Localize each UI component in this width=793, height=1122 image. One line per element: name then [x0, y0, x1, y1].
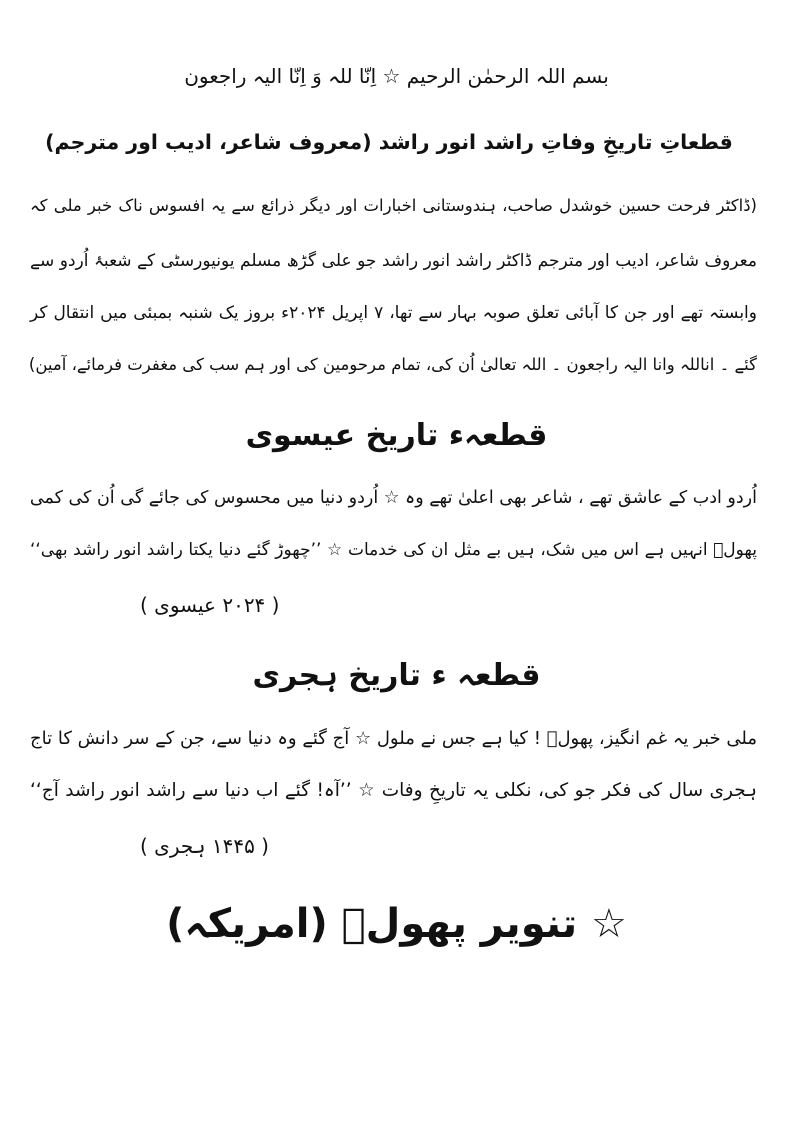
- hijri-verse-line-2: ہجری سال کی فکر جو کی، نکلی یہ تاریخِ وفات ☆ ’’آہ! گئے اب دنیا سے راشد انور راشد آج‘‘: [30, 780, 757, 801]
- intro-line-2: معروف شاعر، ادیب اور مترجم ڈاکٹر راشد انور راشد جو علی گڑھ مسلم یونیورسٹی کے شعبۂ اُردو سے: [30, 251, 757, 271]
- hijri-year-label: ( ۱۴۴۵ ہجری ): [140, 834, 269, 858]
- isvi-heading: قطعہء تاریخ عیسوی: [245, 418, 548, 453]
- intro-line-1: (ڈاکٹر فرحت حسین خوشدل صاحب، ہندوستانی اخبارات اور دیگر ذرائع سے یہ افسوس ناک خبر ملی کہ: [30, 196, 757, 215]
- isvi-year-label: ( ۲۰۲۴ عیسوی ): [140, 593, 280, 617]
- hijri-heading: قطعہ ء تاریخ ہجری: [252, 658, 541, 693]
- isvi-verse-line-1: اُردو ادب کے عاشق تھے ، شاعر بھی اعلیٰ تھے وہ ☆ اُردو دنیا میں محسوس کی جائے گی اُن کی کمی: [29, 488, 757, 508]
- intro-line-3: وابستہ تھے اور جن کا آبائی تعلق صوبہ بہار سے تھا، ۷ اپریل ۲۰۲۴ء بروز یک شنبہ بمبئی میں انتقال کر: [30, 303, 757, 323]
- bismillah-header: بسم اللہ الرحمٰن الرحیم ☆ اِنّا للہ وَ اِنّا الیہ راجعون: [184, 64, 609, 88]
- isvi-verse-line-2: پھولؔ انہیں ہے اس میں شک، ہیں بے مثل ان کی خدمات ☆ ’’چھوڑ گئے دنیا یکتا راشد انور راشد بھی‘‘: [30, 540, 757, 560]
- page-title: قطعاتِ تاریخِ وفاتِ راشد انور راشد (معروف شاعر، ادیب اور مترجم): [45, 130, 733, 154]
- intro-line-4: گئے ۔ اناللہ وانا الیہ راجعون ۔ اللہ تعالیٰ اُن کی، تمام مرحومین کی اور ہم سب کی مغفرت فرمائے، آمین): [28, 355, 757, 374]
- author-signature: ☆ تنویر پھولؔ (امریکہ): [166, 901, 627, 947]
- hijri-verse-line-1: ملی خبر یہ غم انگیز، پھولؔ ! کیا ہے جس نے ملول ☆ آج گئے وہ دنیا سے، جن کے سر دانش کا تاج: [30, 728, 757, 749]
